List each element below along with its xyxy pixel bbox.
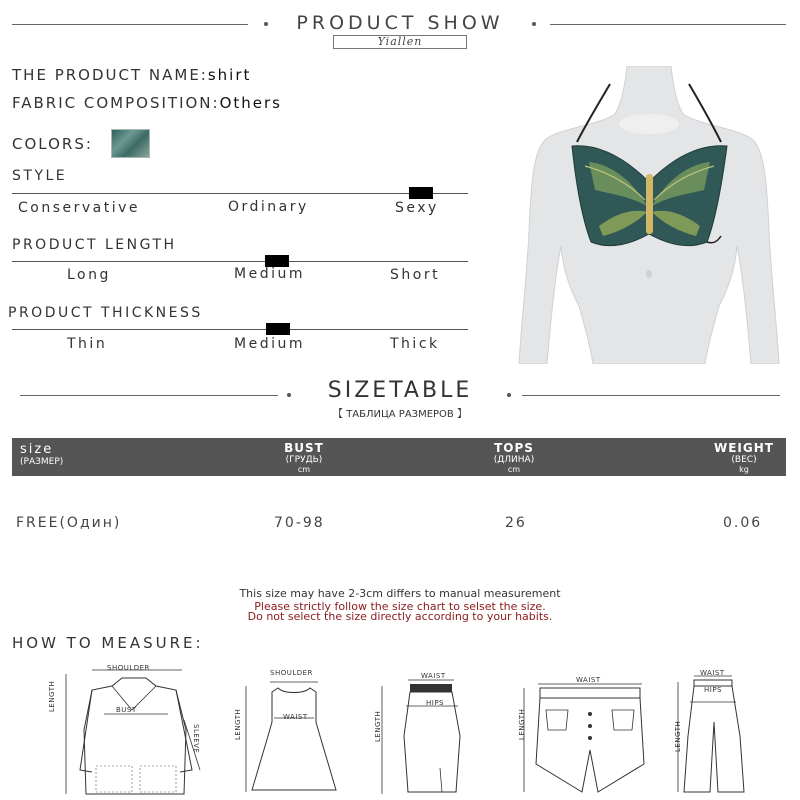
cell-weight: 0.06 bbox=[723, 515, 763, 531]
size-table-header bbox=[12, 438, 786, 476]
shorts-diagram bbox=[512, 674, 662, 798]
header-dot-right bbox=[532, 22, 536, 26]
header-tops-main: TOPS bbox=[494, 441, 534, 455]
dress-shoulder-label: SHOULDER bbox=[270, 669, 313, 677]
colors-label: COLORS: bbox=[12, 135, 93, 153]
style-scale-label: STYLE bbox=[12, 168, 68, 184]
fabric-row bbox=[12, 94, 282, 112]
style-option-1: Conservative bbox=[18, 200, 141, 216]
dress-diagram bbox=[238, 672, 348, 796]
skirt-length-label: LENGTH bbox=[374, 710, 382, 742]
cell-bust: 70-98 bbox=[274, 515, 325, 531]
header-rule-left bbox=[12, 24, 248, 25]
how-to-measure-title: HOW TO MEASURE: bbox=[12, 634, 204, 652]
thickness-option-3: Thick bbox=[390, 336, 440, 352]
header-bust bbox=[264, 441, 344, 474]
header-dot-left bbox=[264, 22, 268, 26]
header-weight-sub: (ВЕС) bbox=[731, 455, 757, 465]
header-tops-sub: (ДЛИНА) bbox=[493, 455, 535, 465]
style-scale-marker bbox=[409, 187, 433, 199]
header-rule-right bbox=[550, 24, 786, 25]
shorts-waist-label: WAIST bbox=[576, 676, 601, 684]
sizetable-rule-right bbox=[522, 395, 780, 396]
shirt-sleeve-label: SLEEVE bbox=[192, 724, 200, 754]
dress-waist-label: WAIST bbox=[283, 713, 308, 721]
header-size bbox=[20, 442, 63, 467]
shirt-length-label: LENGTH bbox=[48, 680, 56, 712]
product-photo bbox=[517, 66, 785, 364]
dress-length-label: LENGTH bbox=[234, 708, 242, 740]
fabric-label: FABRIC COMPOSITION: bbox=[12, 94, 220, 112]
shirt-shoulder-label: SHOULDER bbox=[107, 664, 150, 672]
skirt-hips-label: HIPS bbox=[426, 699, 444, 707]
sizetable-rule-left bbox=[20, 395, 278, 396]
header-weight-unit: kg bbox=[739, 465, 749, 474]
color-swatch[interactable] bbox=[111, 129, 150, 158]
page-title: PRODUCT SHOW bbox=[296, 12, 504, 34]
thickness-scale-line bbox=[12, 329, 468, 330]
thickness-option-1: Thin bbox=[67, 336, 108, 352]
pants-length-label: LENGTH bbox=[674, 720, 682, 752]
pants-waist-label: WAIST bbox=[700, 669, 725, 677]
fabric-value: Others bbox=[219, 94, 282, 112]
header-tops-unit: cm bbox=[507, 465, 521, 474]
product-name-value: shirt bbox=[207, 66, 252, 84]
shorts-length-label: LENGTH bbox=[518, 708, 526, 740]
thickness-option-2: Medium bbox=[234, 336, 305, 352]
product-name-label: THE PRODUCT NAME: bbox=[12, 66, 208, 84]
length-option-3: Short bbox=[390, 267, 441, 283]
header-bust-main: BUST bbox=[284, 441, 324, 455]
sizetable-dot-left bbox=[287, 393, 291, 397]
cell-tops: 26 bbox=[505, 515, 527, 531]
shirt-bust-label: BUST bbox=[116, 706, 137, 714]
pants-hips-label: HIPS bbox=[704, 686, 722, 694]
header-weight-main: WEIGHT bbox=[714, 441, 774, 455]
header-size-sub: (РАЗМЕР) bbox=[20, 457, 64, 467]
cell-size: FREE(Один) bbox=[16, 515, 122, 531]
length-option-2: Medium bbox=[234, 266, 305, 282]
style-option-2: Ordinary bbox=[228, 199, 309, 215]
header-size-main: size bbox=[20, 442, 54, 457]
style-option-3: Sexy bbox=[395, 200, 439, 216]
thickness-scale-marker bbox=[266, 323, 290, 335]
header-bust-unit: cm bbox=[297, 465, 311, 474]
sizetable-title: SIZETABLE bbox=[327, 378, 473, 403]
product-name-row bbox=[12, 66, 251, 84]
size-note: This size may have 2-3cm differs to manual measurement bbox=[239, 587, 561, 600]
skirt-diagram bbox=[368, 676, 488, 800]
style-scale-line bbox=[12, 193, 468, 194]
length-scale-label: PRODUCT LENGTH bbox=[12, 237, 177, 253]
sizetable-subtitle: 【 ТАБЛИЦА РАЗМЕРОВ 】 bbox=[333, 409, 467, 420]
header-tops bbox=[474, 441, 554, 474]
size-warning-2: Do not select the size directly according to your habits. bbox=[247, 610, 553, 623]
skirt-waist-label: WAIST bbox=[421, 672, 446, 680]
length-scale-line bbox=[12, 261, 468, 262]
header-weight bbox=[704, 441, 784, 474]
brand-label: Yiallen bbox=[333, 35, 467, 49]
size-warning-1: Please strictly follow the size chart to selset the size. bbox=[254, 600, 546, 613]
sizetable-dot-right bbox=[507, 393, 511, 397]
thickness-scale-label: PRODUCT THICKNESS bbox=[8, 305, 203, 321]
header-bust-sub: (ГРУДЬ) bbox=[285, 455, 323, 465]
length-option-1: Long bbox=[67, 267, 111, 283]
